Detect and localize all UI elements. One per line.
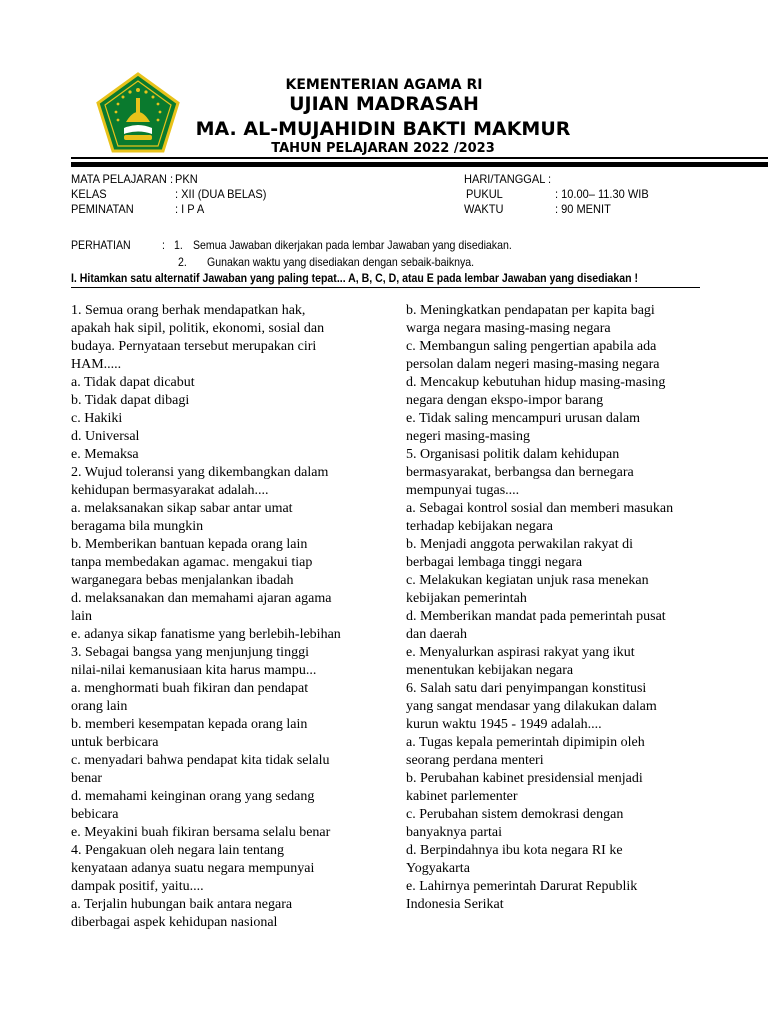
question-line: e. Lahirnya pemerintah Darurat Republik: [406, 879, 638, 894]
kemenag-logo: [96, 72, 180, 154]
perhatian-item1-num: 1.: [174, 238, 183, 252]
subject-value: PKN: [175, 172, 198, 186]
question-line: e. Memaksa: [71, 447, 139, 462]
question-line: b. Tidak dapat dibagi: [71, 393, 190, 408]
question-line: warganegara bebas menjalankan ibadah: [71, 573, 294, 588]
question-line: 2. Wujud toleransi yang dikembangkan dalam: [71, 465, 329, 480]
question-line: a. Tidak dapat dicabut: [71, 375, 195, 390]
question-line: seorang perdana menteri: [406, 753, 544, 768]
question-line: e. adanya sikap fanatisme yang berlebih-lebihan: [71, 627, 341, 642]
peminatan-value: : I P A: [175, 202, 205, 216]
question-line: b. memberi kesempatan kepada orang lain: [71, 717, 308, 732]
school-name: MA. AL-MUJAHIDIN BAKTI MAKMUR: [195, 118, 571, 140]
question-line: Yogyakarta: [406, 861, 470, 876]
question-line: HAM.....: [71, 357, 122, 372]
class-value: : XII (DUA BELAS): [175, 187, 267, 201]
perhatian-item2: Gunakan waktu yang disediakan dengan sebaik-baiknya.: [207, 255, 475, 269]
time-label: PUKUL: [466, 187, 503, 201]
question-line: apakah hak sipil, politik, ekonomi, sosial dan: [71, 321, 325, 336]
subject-label: MATA PELAJARAN :: [71, 172, 174, 186]
peminatan-label: PEMINATAN: [71, 202, 134, 216]
question-line: a. menghormati buah fikiran dan pendapat: [71, 681, 309, 696]
questions-right-column: [406, 302, 706, 914]
question-line: nilai-nilai kemanusiaan kita harus mampu...: [71, 663, 317, 678]
question-line: c. Perubahan sistem demokrasi dengan: [406, 807, 624, 822]
question-line: bermasyarakat, berbangsa dan bernegara: [406, 465, 634, 480]
question-line: c. Melakukan kegiatan unjuk rasa menekan: [406, 573, 649, 588]
question-line: kebijakan pemerintah: [406, 591, 527, 606]
question-line: 3. Sebagai bangsa yang menjunjung tinggi: [71, 645, 309, 660]
ministry-title: KEMENTERIAN AGAMA RI: [285, 77, 483, 93]
question-line: d. Mencakup kebutuhan hidup masing-masing: [406, 375, 666, 390]
academic-year: TAHUN PELAJARAN 2022 /2023: [271, 141, 495, 156]
question-line: 4. Pengakuan oleh negara lain tentang: [71, 843, 285, 858]
question-line: d. memahami keinginan orang yang sedang: [71, 789, 315, 804]
question-line: untuk berbicara: [71, 735, 159, 750]
question-line: lain: [71, 609, 92, 624]
question-line: 5. Organisasi politik dalam kehidupan: [406, 447, 620, 462]
question-line: kehidupan bermasyarakat adalah....: [71, 483, 269, 498]
question-line: a. melaksanakan sikap sabar antar umat: [71, 501, 293, 516]
question-line: bebicara: [71, 807, 119, 822]
question-line: kenyataan adanya suatu negara mempunyai: [71, 861, 315, 876]
question-line: e. Tidak saling mencampuri urusan dalam: [406, 411, 641, 426]
question-line: benar: [71, 771, 103, 786]
question-line: tanpa membedakan agamac. mengakui tiap: [71, 555, 313, 570]
question-line: 1. Semua orang berhak mendapatkan hak,: [71, 303, 306, 318]
perhatian-colon: :: [162, 238, 165, 252]
question-line: c. Hakiki: [71, 411, 123, 426]
question-line: banyaknya partai: [406, 825, 503, 840]
question-line: a. Sebagai kontrol sosial dan memberi masukan: [406, 501, 674, 516]
date-label: HARI/TANGGAL :: [464, 172, 552, 186]
instruction: I. Hitamkan satu alternatif Jawaban yang paling tepat... A, B, C, D, atau E pada lembar Jawaban yang disediakan !: [71, 271, 639, 285]
header-rule-thin: [71, 157, 768, 159]
question-line: d. melaksanakan dan memahami ajaran agama: [71, 591, 332, 606]
question-line: orang lain: [71, 699, 128, 714]
question-line: c. Membangun saling pengertian apabila ada: [406, 339, 657, 354]
question-line: e. Menyalurkan aspirasi rakyat yang ikut: [406, 645, 635, 660]
question-line: negeri masing-masing: [406, 429, 531, 444]
time-value: : 10.00– 11.30 WIB: [555, 187, 649, 201]
question-line: beragama bila mungkin: [71, 519, 204, 534]
question-line: d. Universal: [71, 429, 140, 444]
question-line: berbagai lembaga tinggi negara: [406, 555, 583, 570]
question-line: b. Menjadi anggota perwakilan rakyat di: [406, 537, 634, 552]
question-line: terhadap kebijakan negara: [406, 519, 553, 534]
question-line: budaya. Pernyataan tersebut merupakan ciri: [71, 339, 317, 354]
perhatian-item2-num: 2.: [178, 255, 187, 269]
question-line: b. Memberikan bantuan kepada orang lain: [71, 537, 308, 552]
question-line: menentukan kebijakan negara: [406, 663, 574, 678]
question-line: dampak positif, yaitu....: [71, 879, 204, 894]
question-line: kurun waktu 1945 - 1949 adalah....: [406, 717, 602, 732]
perhatian-item1: Semua Jawaban dikerjakan pada lembar Jawaban yang disediakan.: [193, 238, 512, 252]
question-line: warga negara masing-masing negara: [406, 321, 611, 336]
question-line: negara dengan ekspo-impor barang: [406, 393, 604, 408]
header-rule-thick: [71, 162, 768, 167]
question-line: d. Memberikan mandat pada pemerintah pusat: [406, 609, 666, 624]
questions-left-column: [71, 302, 371, 932]
question-line: a. Terjalin hubungan baik antara negara: [71, 897, 293, 912]
question-line: b. Meningkatkan pendapatan per kapita bagi: [406, 303, 655, 318]
question-line: 6. Salah satu dari penyimpangan konstitusi: [406, 681, 647, 696]
class-label: KELAS: [71, 187, 107, 201]
question-line: mempunyai tugas....: [406, 483, 520, 498]
question-line: e. Meyakini buah fikiran bersama selalu benar: [71, 825, 331, 840]
exam-title: UJIAN MADRASAH: [289, 93, 479, 115]
question-line: diberbagai aspek kehidupan nasional: [71, 915, 278, 930]
question-line: a. Tugas kepala pemerintah dipimipin oleh: [406, 735, 645, 750]
question-line: dan daerah: [406, 627, 468, 642]
question-line: yang sangat mendasar yang dilakukan dalam: [406, 699, 657, 714]
question-line: persolan dalam negeri masing-masing negara: [406, 357, 660, 372]
perhatian-label: PERHATIAN: [71, 238, 131, 252]
question-line: b. Perubahan kabinet presidensial menjadi: [406, 771, 643, 786]
instruction-underline: [71, 287, 700, 288]
question-line: c. menyadari bahwa pendapat kita tidak selalu: [71, 753, 330, 768]
duration-value: : 90 MENIT: [555, 202, 611, 216]
question-line: d. Berpindahnya ibu kota negara RI ke: [406, 843, 623, 858]
question-line: Indonesia Serikat: [406, 897, 504, 912]
duration-label: WAKTU: [464, 202, 504, 216]
question-line: kabinet parlementer: [406, 789, 518, 804]
